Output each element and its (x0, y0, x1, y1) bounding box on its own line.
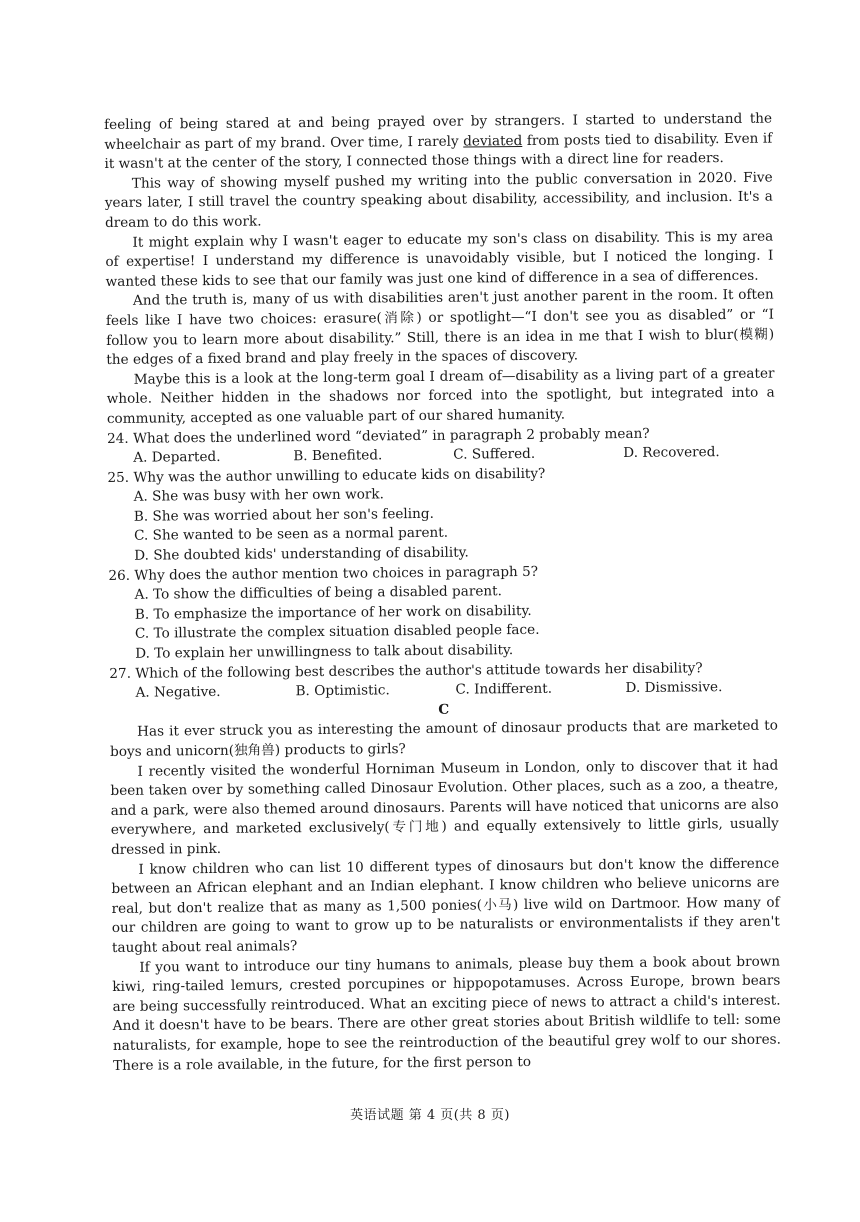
passage-c-paragraph-1: Has it ever struck you as interesting the amount of dinosaur products that are marketed to boys and unicorn(独角兽) products to girls? (110, 717, 778, 760)
page-footer: 英语试题 第 4 页(共 8 页) (350, 1108, 510, 1123)
exam-page (104, 110, 781, 1076)
passage-b (104, 110, 775, 430)
option-b: B. Benefited. (293, 447, 383, 465)
question-27 (109, 658, 777, 704)
passage-c-paragraph-3: I know children who can list 10 different types of dinosaurs but don't know the difference between an African elephant and an Indian elephant. I know children who believe unicorns are real, but don't realize that as many as 1,500 ponies(小马) live wild on Dartmoor. How many of our children are going to want to grow up to be naturalists or environmentalists if they aren't taught about real animals? (111, 855, 780, 956)
option-b: B. To emphasize the importance of her work on disability. (134, 602, 532, 623)
option-d: D. Dismissive. (625, 679, 723, 697)
option-d: D. She doubted kids' understanding of disability. (134, 544, 469, 564)
passage-b-paragraph-5: And the truth is, many of us with disabilities aren't just another parent in the room. It often feels like I have two choices: erasure(消除) or spotlight—“I don't see you as disabled” or “I follow you to learn more about disability.” Still, there is an idea in me that I wish to blur(模糊) the edges of a fixed brand and play freely in the spaces of discovery. (105, 286, 775, 369)
option-d: D. To explain her unwillingness to talk about disability. (135, 642, 514, 662)
option-a: A. She was busy with her own work. (133, 486, 385, 506)
option-a: A. To show the difficulties of being a disabled parent. (134, 583, 502, 603)
passage-b-paragraph-2: feeling of being stared at and being prayed over by strangers. I started to understand the wheelchair as part of my brand. Over time, I rarely deviated from posts tied to disability. Even if it wasn't at the center of the story, I connected those things with a direct line for readers. (104, 110, 773, 173)
passage-c (110, 717, 781, 1076)
passage-b-paragraph-3: This way of showing myself pushed my writing into the public conversation in 2020. Five years later, I still travel the country speaking about disability, accessibility, and inclusion. It's a dream to do this work. (104, 169, 773, 231)
option-a: A. Departed. (133, 448, 221, 466)
passage-b-paragraph-4: It might explain why I wasn't eager to educate my son's class on disability. This is my area of expertise! I understand my difference is unavoidably visible, but I noticed the longing. I wanted these kids to see that our family was just one kind of difference in a sea of differences. (105, 228, 774, 290)
question-26 (108, 560, 777, 664)
option-c: C. Suffered. (453, 445, 536, 463)
question-stem: 27. Which of the following best describes the author's attitude towards her disability? (109, 659, 703, 682)
underlined-word: deviated (463, 132, 523, 150)
option-b: B. She was worried about her son's feeling. (133, 505, 434, 525)
option-c: C. To illustrate the complex situation disabled people face. (134, 622, 540, 643)
question-stem: 25. Why was the author unwilling to educate kids on disability? (107, 465, 546, 486)
passage-c-paragraph-4: If you want to introduce our tiny humans to animals, please buy them a book about brown kiwi, ring-tailed lemurs, crested porcupines or hippopotamuses. Across Europe, brown bears are being successfully reintroduced. What an exciting piece of news to attract a child's interest. And it doesn't have to be bears. There are other great stories about British wildlife to tell: some naturalists, for example, hope to see the reintroduction of the beautiful grey wolf to our shores. There is a role available, in the future, for the first person to (112, 953, 781, 1074)
question-stem: 24. What does the underlined word “deviated” in paragraph 2 probably mean? (107, 425, 650, 447)
option-d: D. Recovered. (623, 444, 720, 462)
option-b: B. Optimistic. (295, 682, 390, 700)
passage-c-paragraph-2: I recently visited the wonderful Horniman Museum in London, only to discover that it had been taken over by something called Dinosaur Evolution. Other places, such as a zoo, a theatre, and a park, were also themed around dinosaurs. Parents will have noticed that unicorns are also everywhere, and marketed exclusively(专门地) and equally extensively to little girls, usually dressed in pink. (110, 757, 779, 858)
passage-b-paragraph-6: Maybe this is a look at the long-term goal I dream of—disability as a living part of a greater whole. Neither hidden in the shadows nor forced into the spotlight, but integrated into a community, accepted as one valuable part of our shared humanity. (106, 365, 775, 427)
question-stem: 26. Why does the author mention two choices in paragraph 5? (108, 563, 539, 584)
option-c: C. She wanted to be seen as a normal parent. (133, 525, 449, 545)
option-c: C. Indifferent. (455, 680, 553, 698)
question-24 (107, 423, 775, 469)
option-a: A. Negative. (135, 684, 221, 701)
question-25 (107, 462, 776, 566)
section-c-heading: C (438, 701, 450, 718)
